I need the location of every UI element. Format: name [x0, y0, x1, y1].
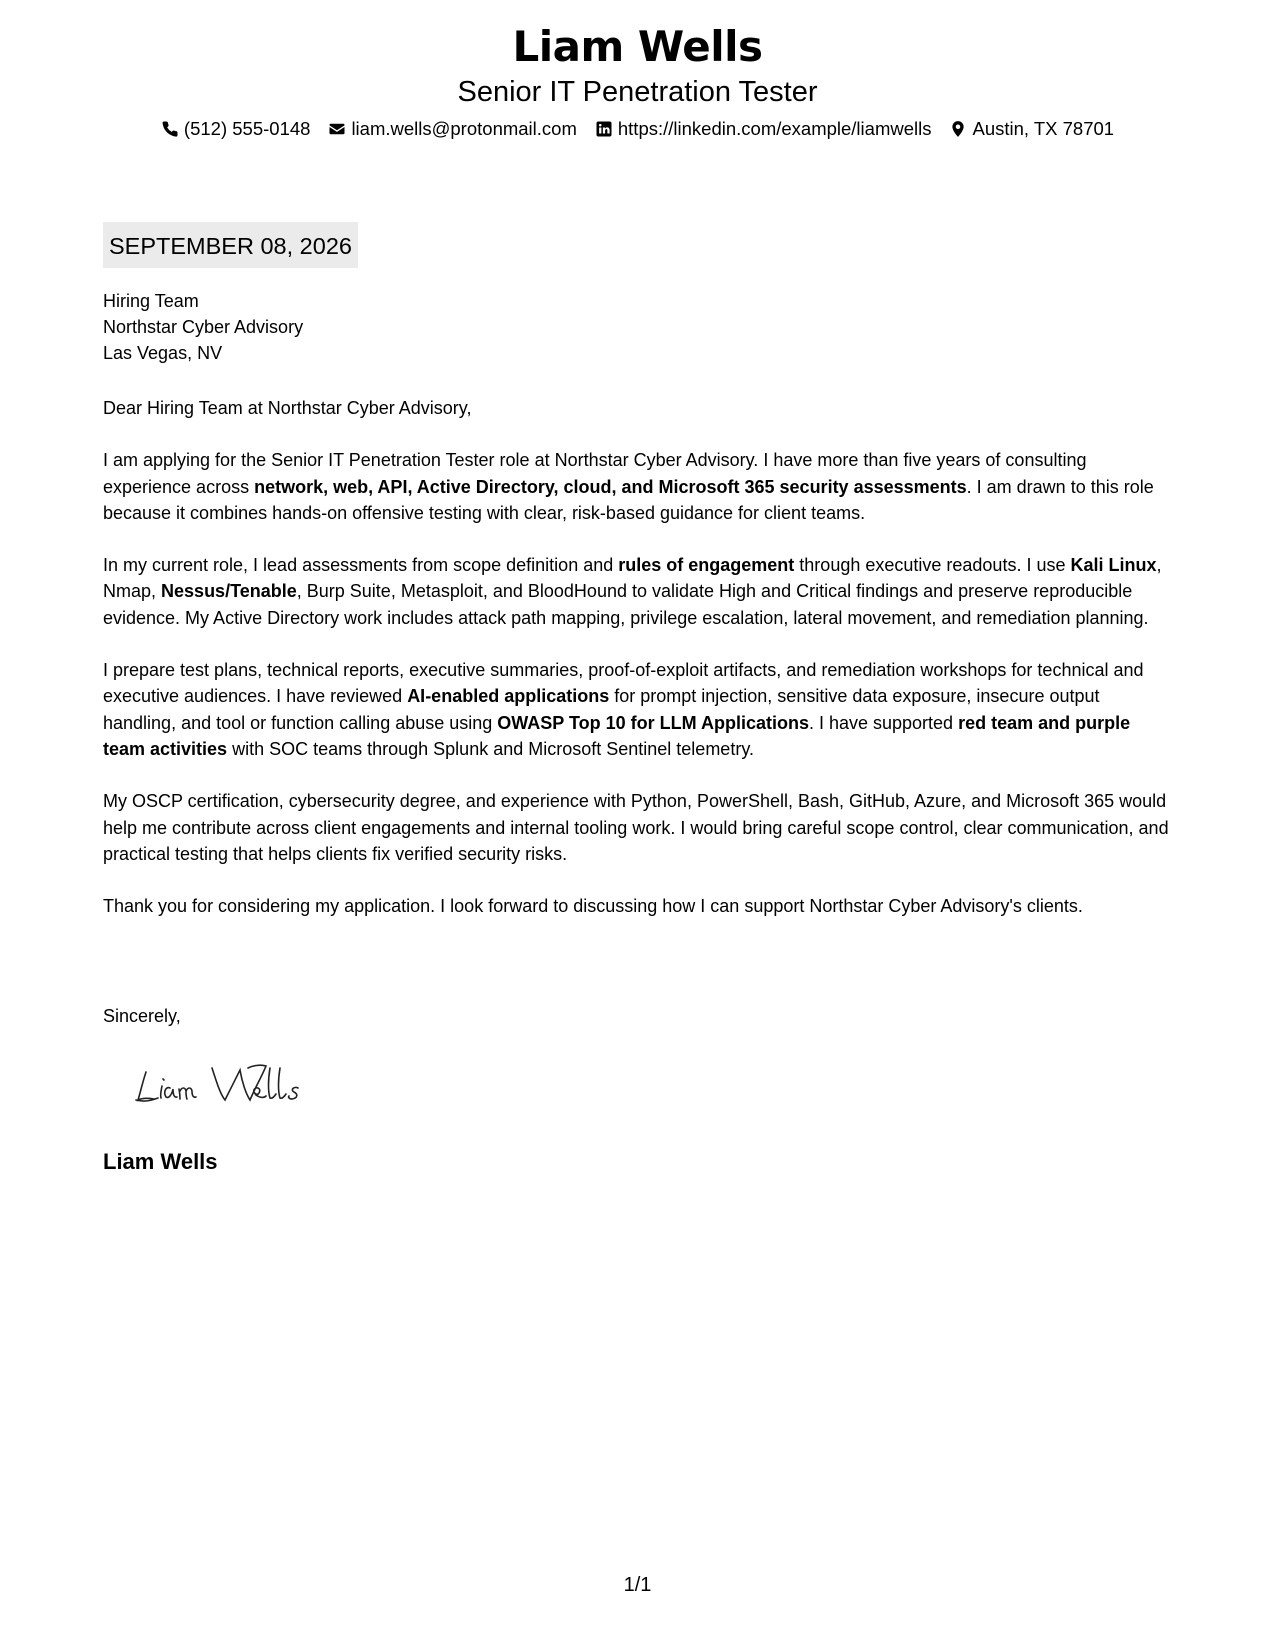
paragraph-4: My OSCP certification, cybersecurity degree, and experience with Python, PowerShell, Bash, GitHub, Azure, and Microsoft 365 would help me contribute across client engagements and internal tooling work. I would bring careful scope control, clear communication, and practical testing that helps clients fix verified security risks.: [103, 791, 1169, 864]
phone-icon: [161, 120, 179, 138]
paragraph-3: I prepare test plans, technical reports, executive summaries, proof-of-exploit artifacts, and remediation workshops for technical and executive audiences. I have reviewed AI-enabled applications for prompt injection, sensitive data exposure, insecure output handling, and tool or function calling abuse using OWASP Top 10 for LLM Applications. I have supported red team and purple team activities with SOC teams through Splunk and Microsoft Sentinel telemetry.: [103, 660, 1144, 759]
paragraph-1: I am applying for the Senior IT Penetration Tester role at Northstar Cyber Advisory. I have more than five years of consulting experience across network, web, API, Active Directory, cloud, and Microsoft 365 security assessments. I am drawn to this role because it combines hands-on offensive testing with clear, risk-based guidance for client teams.: [103, 450, 1154, 523]
salutation: Dear Hiring Team at Northstar Cyber Advisory,: [103, 398, 472, 418]
page-number: 1/1: [623, 1574, 652, 1596]
applicant-name: Liam Wells: [512, 22, 763, 71]
letter-body: [103, 395, 1175, 945]
paragraph-2: In my current role, I lead assessments from scope definition and rules of engagement through executive readouts. I use Kali Linux, Nmap, Nessus/Tenable, Burp Suite, Metasploit, and BloodHound to validate High and Critical findings and preserve reproducible evidence. My Active Directory work includes attack path mapping, privilege escalation, lateral movement, and remediation planning.: [103, 555, 1162, 628]
linkedin-link[interactable]: https://linkedin.com/example/liamwells: [617, 118, 932, 139]
handwritten-signature: [132, 1054, 332, 1114]
recipient-address: [103, 288, 303, 366]
location-text: Austin, TX 78701: [972, 118, 1115, 139]
emphasis: AI-enabled applications: [407, 686, 610, 707]
emphasis: red team and purple team activities: [103, 712, 1131, 759]
contact-bar: [0, 116, 1275, 142]
emphasis: Nessus/Tenable: [161, 581, 297, 602]
emphasis: rules of engagement: [618, 555, 795, 576]
map-marker-icon: [949, 120, 967, 138]
contact-email[interactable]: [328, 116, 576, 142]
email-link[interactable]: liam.wells@protonmail.com: [351, 118, 577, 139]
closing: Sincerely,: [103, 1006, 181, 1026]
contact-location: [949, 116, 1114, 142]
emphasis: OWASP Top 10 for LLM Applications: [497, 712, 809, 733]
signature-graphic: [132, 1054, 332, 1114]
paragraph-5: Thank you for considering my application. I look forward to discussing how I can support Northstar Cyber Advisory's clients.: [103, 896, 1083, 917]
recipient-company: Northstar Cyber Advisory: [103, 317, 304, 337]
letter-header: [0, 22, 1275, 142]
recipient-location: Las Vegas, NV: [103, 343, 223, 363]
contact-linkedin[interactable]: [595, 116, 932, 142]
phone-text: (512) 555-0148: [183, 118, 311, 139]
emphasis: network, web, API, Active Directory, cloud, and Microsoft 365 security assessments: [254, 476, 967, 497]
emphasis: Kali Linux: [1070, 555, 1157, 576]
recipient-line: Hiring Team: [103, 291, 199, 311]
linkedin-icon: [595, 120, 613, 138]
signer-name: Liam Wells: [103, 1149, 218, 1174]
contact-phone: [161, 116, 311, 142]
applicant-title: Senior IT Penetration Tester: [457, 76, 818, 108]
letter-date: SEPTEMBER 08, 2026: [103, 222, 358, 268]
envelope-icon: [328, 120, 346, 138]
